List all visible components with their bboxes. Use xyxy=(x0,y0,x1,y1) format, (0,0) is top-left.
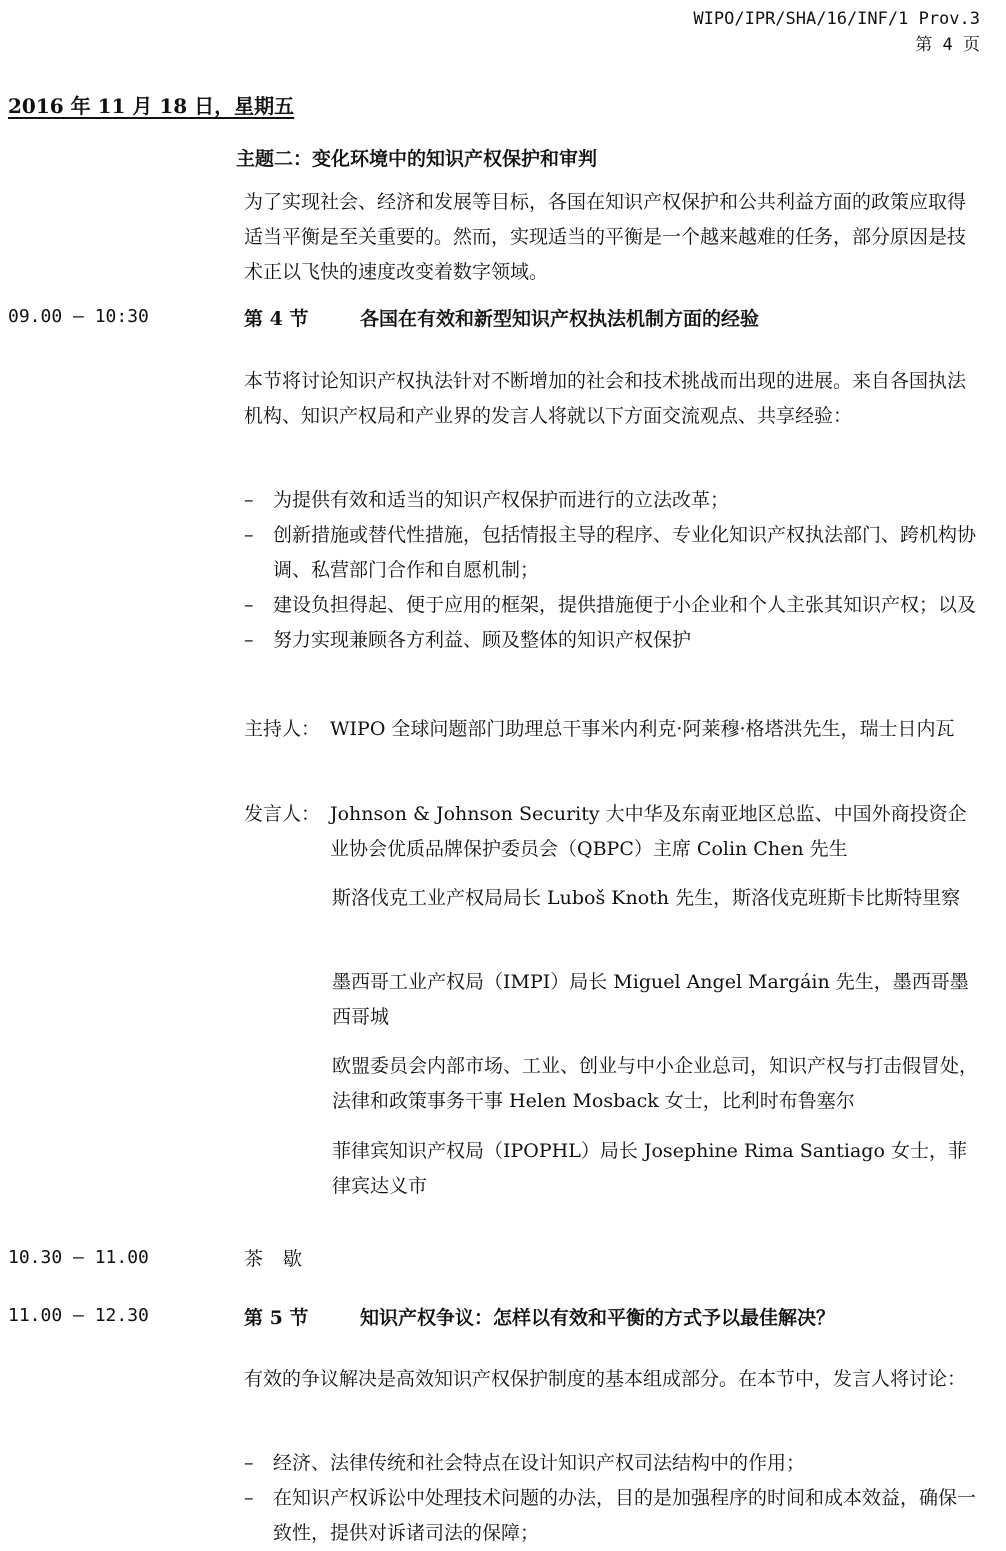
session-5-heading xyxy=(244,1303,984,1330)
speaker-item: 斯洛伐克工业产权局局长 Luboš Knoth 先生，斯洛伐克班斯卡比斯特里察 xyxy=(332,887,961,909)
session-4-topics xyxy=(244,483,984,658)
session-4-heading xyxy=(244,304,984,331)
session-5-time: 11.00 – 12.30 xyxy=(8,1305,149,1326)
session-4-number: 第 4 节 xyxy=(244,308,309,330)
theme-intro: 为了实现社会、经济和发展等目标，各国在知识产权保护和公共利益方面的政策应取得适当平衡是至关重要的。然而，实现适当的平衡是一个越来越难的任务，部分原因是技术正以飞快的速度改变着数字领域。 xyxy=(244,191,967,283)
theme-title: 主题二：变化环境中的知识产权保护和审判 xyxy=(236,148,598,170)
document-reference: WIPO/IPR/SHA/16/INF/1 Prov.3 xyxy=(693,9,980,29)
session-5-topics xyxy=(244,1446,984,1551)
session-5-title: 知识产权争议：怎样以有效和平衡的方式予以最佳解决？ xyxy=(360,1307,836,1329)
list-item: – 努力实现兼顾各方利益、顾及整体的知识产权保护 xyxy=(244,629,692,651)
list-item: – 建设负担得起、便于应用的框架，提供措施便于小企业和个人主张其知识产权；以及 xyxy=(244,594,977,616)
list-item: – 创新措施或替代性措施，包括情报主导的程序、专业化知识产权执法部门、跨机构协调、私营部门合作和自愿机制； xyxy=(244,524,977,581)
moderator-entry xyxy=(244,712,984,747)
moderator-label: 主持人： xyxy=(244,718,321,740)
speaker-item: 欧盟委员会内部市场、工业、创业与中小企业总司，知识产权与打击假冒处，法律和政策事务干事 Helen Mosback 女士，比利时布鲁塞尔 xyxy=(332,1055,979,1112)
session-5-number: 第 5 节 xyxy=(244,1307,309,1329)
session-4-time: 09.00 – 10:30 xyxy=(8,306,149,327)
list-item: – 经济、法律传统和社会特点在设计知识产权司法结构中的作用； xyxy=(244,1452,806,1474)
speaker-item: 墨西哥工业产权局（IMPI）局长 Miguel Angel Margáin 先生，墨西哥墨西哥城 xyxy=(332,971,969,1028)
moderator-text: WIPO 全球问题部门助理总干事米内利克·阿莱穆·格塔洪先生，瑞士日内瓦 xyxy=(330,718,955,740)
speaker-item: 菲律宾知识产权局（IPOPHL）局长 Josephine Rima Santiago 女士，菲律宾达义市 xyxy=(332,1140,967,1197)
break-time: 10.30 – 11.00 xyxy=(8,1247,149,1268)
list-item: – 在知识产权诉讼中处理技术问题的办法，目的是加强程序的时间和成本效益，确保一致性，提供对诉诸司法的保障； xyxy=(244,1487,977,1544)
page-header xyxy=(693,6,980,58)
date-heading: 2016 年 11 月 18 日，星期五 xyxy=(8,94,295,118)
speakers-entry xyxy=(244,797,984,867)
page-number: 第 4 页 xyxy=(915,35,980,55)
break-label: 茶歇 xyxy=(244,1248,323,1270)
session-4-description: 本节将讨论知识产权执法针对不断增加的社会和技术挑战而出现的进展。来自各国执法机构、知识产权局和产业界的发言人将就以下方面交流观点、共享经验： xyxy=(244,370,967,427)
speakers-label: 发言人： xyxy=(244,803,321,825)
speaker-item: Johnson & Johnson Security 大中华及东南亚地区总监、中国外商投资企业协会优质品牌保护委员会（QBPC）主席 Colin Chen 先生 xyxy=(330,803,967,860)
list-item: – 为提供有效和适当的知识产权保护而进行的立法改革； xyxy=(244,489,730,511)
session-4-title: 各国在有效和新型知识产权执法机制方面的经验 xyxy=(360,308,760,330)
session-5-description: 有效的争议解决是高效知识产权保护制度的基本组成部分。在本节中，发言人将讨论： xyxy=(244,1368,967,1390)
